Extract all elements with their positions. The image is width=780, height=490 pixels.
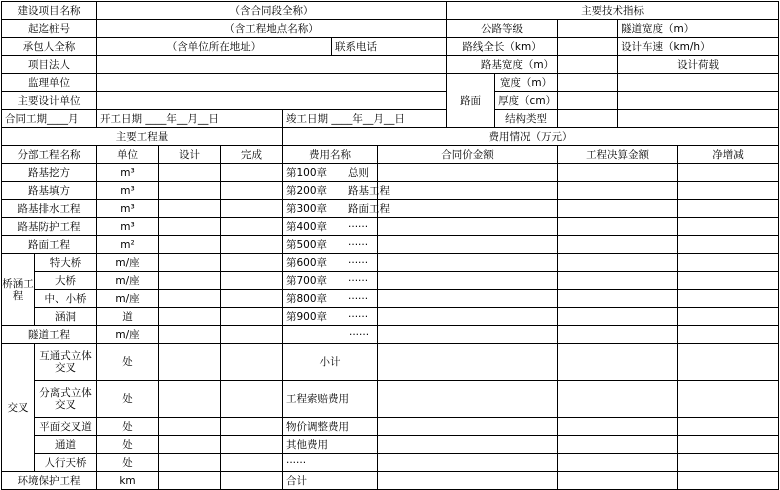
contract-amount-cell[interactable]	[378, 182, 558, 200]
contract-amount-cell[interactable]	[378, 472, 558, 490]
structure-type-value[interactable]	[558, 110, 618, 128]
design-cell[interactable]	[159, 308, 221, 326]
cost-name-cell: ······	[283, 326, 378, 344]
end-date[interactable]: 竣工日期 ____年__月__日	[283, 110, 447, 128]
unit-cell: m/座	[97, 272, 159, 290]
contract-amount-cell[interactable]	[378, 381, 558, 418]
design-cell[interactable]	[159, 381, 221, 418]
design-cell[interactable]	[159, 436, 221, 454]
complete-cell[interactable]	[221, 308, 283, 326]
sub-item-name: 环境保护工程	[2, 472, 97, 490]
net-increase-cell[interactable]	[678, 164, 779, 182]
design-cell[interactable]	[159, 418, 221, 436]
main-quantity-title: 主要工程量	[2, 128, 283, 146]
legal-person-value[interactable]	[97, 56, 447, 74]
cost-name-cell: 小计	[283, 344, 378, 381]
complete-cell[interactable]	[221, 454, 283, 472]
table-row	[2, 236, 779, 254]
final-amount-cell[interactable]	[558, 218, 678, 236]
sub-item-name: 分离式立体交叉	[35, 381, 97, 418]
final-amount-cell[interactable]	[558, 290, 678, 308]
contract-amount-cell[interactable]	[378, 344, 558, 381]
designer-label: 主要设计单位	[2, 92, 97, 110]
col-complete: 完成	[221, 146, 283, 164]
table-row	[2, 200, 779, 218]
sub-item-name: 特大桥	[35, 254, 97, 272]
contract-amount-cell[interactable]	[378, 418, 558, 436]
blank-cell	[618, 110, 779, 128]
table-row	[2, 454, 779, 472]
col-final-amount: 工程决算金额	[558, 146, 678, 164]
contract-amount-cell[interactable]	[378, 436, 558, 454]
road-grade-label: 公路等级	[447, 20, 558, 38]
sub-item-name: 人行天桥	[35, 454, 97, 472]
cost-name-cell: 其他费用	[283, 436, 378, 454]
unit-cell: 道	[97, 308, 159, 326]
cost-name-cell: 第400章 ······	[283, 218, 378, 236]
sub-item-name: 涵洞	[35, 308, 97, 326]
legal-person-label: 项目法人	[2, 56, 97, 74]
complete-cell[interactable]	[221, 164, 283, 182]
cost-name-cell: 第300章 路面工程	[283, 200, 378, 218]
subgrade-width-label: 路基宽度（m）	[447, 56, 558, 74]
design-cell[interactable]	[159, 454, 221, 472]
contract-amount-cell[interactable]	[378, 272, 558, 290]
unit-cell: 处	[97, 418, 159, 436]
complete-cell[interactable]	[221, 472, 283, 490]
bridge-group-label: 桥涵工程	[2, 254, 35, 326]
cost-name-cell: 第600章 ······	[283, 254, 378, 272]
design-cell[interactable]	[159, 344, 221, 381]
route-length-value[interactable]	[558, 38, 618, 56]
sub-item-name: 路基填方	[2, 182, 97, 200]
design-load-value[interactable]	[618, 74, 779, 92]
final-amount-cell[interactable]	[558, 182, 678, 200]
complete-cell[interactable]	[221, 418, 283, 436]
unit-cell: m²	[97, 236, 159, 254]
complete-cell[interactable]	[221, 290, 283, 308]
final-amount-cell[interactable]	[558, 254, 678, 272]
col-design: 设计	[159, 146, 221, 164]
table-row	[2, 164, 779, 182]
unit-cell: 处	[97, 381, 159, 418]
final-amount-cell[interactable]	[558, 308, 678, 326]
contract-period[interactable]: 合同工期____月	[2, 110, 97, 128]
cost-name-cell: 第200章 路基工程	[283, 182, 378, 200]
net-increase-cell[interactable]	[678, 418, 779, 436]
net-increase-cell[interactable]	[678, 272, 779, 290]
complete-cell[interactable]	[221, 344, 283, 381]
unit-cell: m³	[97, 200, 159, 218]
contract-amount-cell[interactable]	[378, 308, 558, 326]
contract-amount-cell[interactable]	[378, 326, 558, 344]
table-row	[2, 472, 779, 490]
contract-amount-cell[interactable]	[378, 164, 558, 182]
cost-name-cell: 工程索赔费用	[283, 381, 378, 418]
cost-name-cell: 第900章 ······	[283, 308, 378, 326]
table-row	[2, 436, 779, 454]
cost-name-cell: 第500章 ······	[283, 236, 378, 254]
complete-cell[interactable]	[221, 326, 283, 344]
net-increase-cell[interactable]	[678, 472, 779, 490]
unit-cell: 处	[97, 454, 159, 472]
structure-type-label: 结构类型	[495, 110, 558, 128]
design-cell[interactable]	[159, 290, 221, 308]
col-cost-name: 费用名称	[283, 146, 378, 164]
road-grade-value[interactable]	[558, 20, 618, 38]
net-increase-cell[interactable]	[678, 454, 779, 472]
final-amount-cell[interactable]	[558, 381, 678, 418]
net-increase-cell[interactable]	[678, 308, 779, 326]
table-row	[2, 182, 779, 200]
cost-name-cell: 物价调整费用	[283, 418, 378, 436]
col-contract-amount: 合同价金额	[378, 146, 558, 164]
table-row	[2, 308, 779, 326]
sub-item-name: 隧道工程	[2, 326, 97, 344]
final-amount-cell[interactable]	[558, 454, 678, 472]
contract-amount-cell[interactable]	[378, 454, 558, 472]
pile-value[interactable]: （含工程地点名称）	[97, 20, 447, 38]
design-cell[interactable]	[159, 272, 221, 290]
final-amount-cell[interactable]	[558, 236, 678, 254]
design-cell[interactable]	[159, 254, 221, 272]
final-amount-cell[interactable]	[558, 164, 678, 182]
cost-name-cell: 第800章 ······	[283, 290, 378, 308]
unit-cell: m/座	[97, 254, 159, 272]
cost-name-cell: 第100章 总则	[283, 164, 378, 182]
final-amount-cell[interactable]	[558, 326, 678, 344]
final-amount-cell[interactable]	[558, 472, 678, 490]
unit-cell: 处	[97, 436, 159, 454]
tech-indicators-title: 主要技术指标	[447, 2, 779, 20]
project-summary-table	[1, 1, 779, 490]
unit-cell: km	[97, 472, 159, 490]
contractor-label: 承包人全称	[2, 38, 97, 56]
contract-amount-cell[interactable]	[378, 236, 558, 254]
sub-item-name: 大桥	[35, 272, 97, 290]
design-cell[interactable]	[159, 164, 221, 182]
project-name-label: 建设项目名称	[2, 2, 97, 20]
cost-name-cell: 合计	[283, 472, 378, 490]
complete-cell[interactable]	[221, 236, 283, 254]
net-increase-cell[interactable]	[678, 381, 779, 418]
unit-cell: m/座	[97, 326, 159, 344]
net-increase-cell[interactable]	[678, 254, 779, 272]
sub-item-name: 中、小桥	[35, 290, 97, 308]
complete-cell[interactable]	[221, 200, 283, 218]
complete-cell[interactable]	[221, 254, 283, 272]
contract-amount-cell[interactable]	[378, 290, 558, 308]
contractor-value[interactable]: （含单位所在地址）	[97, 38, 332, 56]
design-cell[interactable]	[159, 182, 221, 200]
final-amount-cell[interactable]	[558, 344, 678, 381]
complete-cell[interactable]	[221, 381, 283, 418]
unit-cell: 处	[97, 344, 159, 381]
cross-group-label: 交叉	[2, 344, 35, 472]
unit-cell: m³	[97, 164, 159, 182]
table-row	[2, 218, 779, 236]
sub-item-name: 路基防护工程	[2, 218, 97, 236]
project-name-value[interactable]: （含合同段全称）	[97, 2, 447, 20]
table-row	[2, 290, 779, 308]
pavement-thickness-value[interactable]	[558, 92, 618, 110]
design-cell[interactable]	[159, 472, 221, 490]
net-increase-cell[interactable]	[678, 236, 779, 254]
pavement-width-label: 宽度（m）	[495, 74, 558, 92]
table-row	[2, 254, 779, 272]
blank-cell	[618, 92, 779, 110]
design-speed-label: 设计车速（km/h）	[618, 38, 779, 56]
contract-amount-cell[interactable]	[378, 254, 558, 272]
design-cell[interactable]	[159, 326, 221, 344]
pavement-thickness-label: 厚度（cm）	[495, 92, 558, 110]
designer-value[interactable]	[97, 92, 447, 110]
table-row	[2, 381, 779, 418]
net-increase-cell[interactable]	[678, 326, 779, 344]
unit-cell: m³	[97, 182, 159, 200]
table-row	[2, 326, 779, 344]
sub-item-name: 通道	[35, 436, 97, 454]
cost-title: 费用情况（万元）	[283, 128, 779, 146]
final-amount-cell[interactable]	[558, 418, 678, 436]
complete-cell[interactable]	[221, 218, 283, 236]
col-sub-item: 分部工程名称	[2, 146, 97, 164]
design-load-label: 设计荷载	[618, 56, 779, 74]
final-amount-cell[interactable]	[558, 272, 678, 290]
col-net-increase: 净增减	[678, 146, 779, 164]
final-amount-cell[interactable]	[558, 436, 678, 454]
sub-item-name: 平面交叉道	[35, 418, 97, 436]
net-increase-cell[interactable]	[678, 218, 779, 236]
unit-cell: m³	[97, 218, 159, 236]
sub-item-name: 路面工程	[2, 236, 97, 254]
sub-item-name: 互通式立体交叉	[35, 344, 97, 381]
pavement-width-value[interactable]	[558, 74, 618, 92]
net-increase-cell[interactable]	[678, 290, 779, 308]
sub-item-name: 路基挖方	[2, 164, 97, 182]
cost-name-cell: 第700章 ······	[283, 272, 378, 290]
complete-cell[interactable]	[221, 436, 283, 454]
contract-amount-cell[interactable]	[378, 218, 558, 236]
phone-label: 联系电话	[332, 38, 447, 56]
supervisor-value[interactable]	[97, 74, 447, 92]
table-row	[2, 272, 779, 290]
unit-cell: m/座	[97, 290, 159, 308]
design-cell[interactable]	[159, 236, 221, 254]
net-increase-cell[interactable]	[678, 344, 779, 381]
design-cell[interactable]	[159, 200, 221, 218]
sub-item-name: 路基排水工程	[2, 200, 97, 218]
final-amount-cell[interactable]	[558, 200, 678, 218]
supervisor-label: 监理单位	[2, 74, 97, 92]
pile-label: 起迄桩号	[2, 20, 97, 38]
subgrade-width-value[interactable]	[558, 56, 618, 74]
pavement-label: 路面	[447, 74, 495, 128]
net-increase-cell[interactable]	[678, 200, 779, 218]
start-date[interactable]: 开工日期 ____年__月__日	[97, 110, 283, 128]
net-increase-cell[interactable]	[678, 182, 779, 200]
col-unit: 单位	[97, 146, 159, 164]
complete-cell[interactable]	[221, 272, 283, 290]
cost-name-cell: ······	[283, 454, 378, 472]
route-length-label: 路线全长（km）	[447, 38, 558, 56]
table-row	[2, 418, 779, 436]
table-row	[2, 344, 779, 381]
tunnel-width-label: 隧道宽度（m）	[618, 20, 779, 38]
design-cell[interactable]	[159, 218, 221, 236]
contract-amount-cell[interactable]	[378, 200, 558, 218]
net-increase-cell[interactable]	[678, 436, 779, 454]
complete-cell[interactable]	[221, 182, 283, 200]
